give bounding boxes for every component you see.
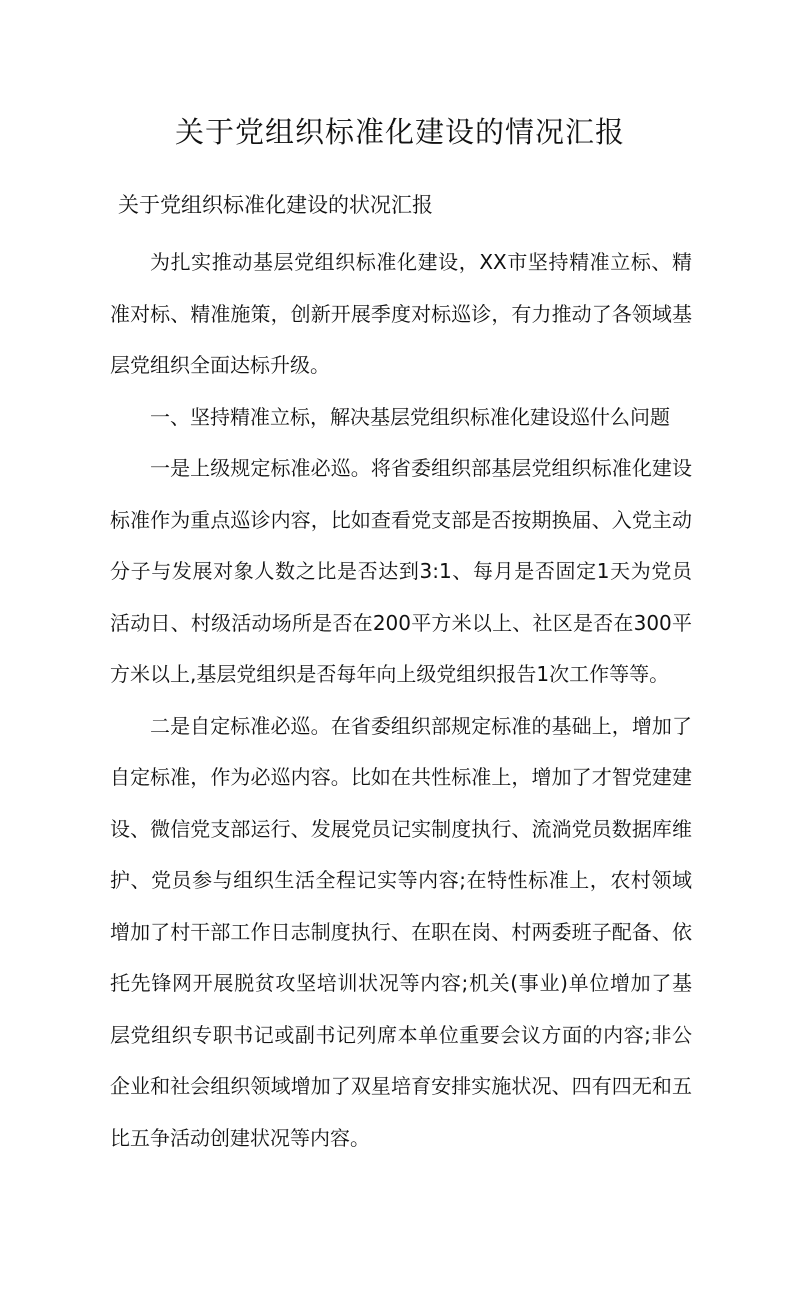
paragraph-intro: 为扎实推动基层党组织标准化建设，XX市坚持精准立标、精准对标、精准施策，创新开展季度对标巡诊，有力推动了各领域基层党组织全面达标升级。 bbox=[110, 250, 692, 377]
document-body bbox=[110, 237, 692, 1164]
document-title: 关于党组织标准化建设的情况汇报 bbox=[174, 115, 625, 149]
paragraph-self-standards: 二是自定标准必巡。在省委组织部规定标准的基础上，增加了自定标准，作为必巡内容。比如在共性标准上，增加了才智党建建设、微信党支部运行、发展党员记实制度执行、流淌党员数据库维护、党员参与组织生活全程记实等内容;在特性标准上，农村领域增加了村干部工作日志制度执行、在职在岗、村两委班子配备、依托先锋网开展脱贫攻坚培训状况等内容;机关(事业)单位增加了基层党组织专职书记或副书记列席本单位重要会议方面的内容;非公企业和社会组织领域增加了双星培育安排实施状况、四有四无和五比五争活动创建状况等内容。 bbox=[110, 713, 692, 1150]
paragraph-higher-standards: 一是上级规定标准必巡。将省委组织部基层党组织标准化建设标准作为重点巡诊内容，比如查看党支部是否按期换届、入党主动分子与发展对象人数之比是否达到3:1、每月是否固定1天为党员活动日、村级活动场所是否在200平方米以上、社区是否在300平方米以上,基层党组织是否每年向上级党组织报告1次工作等等。 bbox=[110, 456, 692, 686]
section-heading-1: 一、坚持精准立标，解决基层党组织标准化建设巡什么问题 bbox=[150, 404, 670, 429]
document-subtitle: 关于党组织标准化建设的状况汇报 bbox=[118, 193, 433, 217]
